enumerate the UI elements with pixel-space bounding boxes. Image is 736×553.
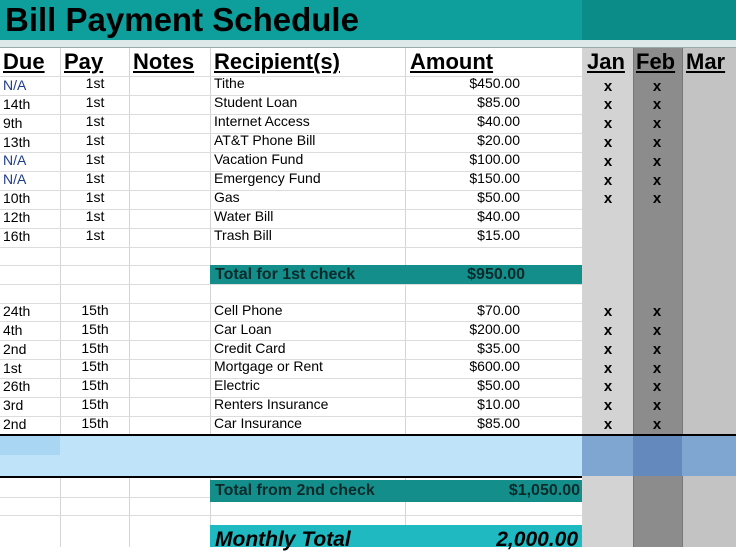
due-cell[interactable]: N/A <box>3 171 27 187</box>
due-cell[interactable]: N/A <box>3 152 27 168</box>
pay-cell[interactable]: 1st <box>85 113 105 129</box>
feb-mark[interactable]: x <box>652 134 662 151</box>
recipient-cell[interactable]: Cell Phone <box>214 302 283 318</box>
total-2-amount[interactable]: $1,050.00 <box>508 482 580 499</box>
pay-cell[interactable]: 15th <box>81 358 109 374</box>
recipient-cell[interactable]: Internet Access <box>214 113 310 129</box>
blank-highlight-band[interactable] <box>0 436 582 476</box>
header-feb[interactable]: Feb <box>636 49 676 74</box>
amount-cell[interactable]: $85.00 <box>477 415 520 431</box>
pay-cell[interactable]: 1st <box>85 132 105 148</box>
recipient-cell[interactable]: Vacation Fund <box>214 151 304 167</box>
jan-band-cell <box>582 436 633 476</box>
grid-line <box>0 284 582 285</box>
amount-cell[interactable]: $450.00 <box>469 75 520 91</box>
pay-cell[interactable]: 15th <box>81 415 109 431</box>
feb-mark[interactable]: x <box>652 397 662 414</box>
jan-mark[interactable]: x <box>603 303 613 320</box>
feb-mark[interactable]: x <box>652 360 662 377</box>
amount-cell[interactable]: $35.00 <box>477 340 520 356</box>
due-cell[interactable]: N/A <box>3 77 27 93</box>
recipient-cell[interactable]: Mortgage or Rent <box>214 358 323 374</box>
grid-line <box>0 247 582 248</box>
amount-cell[interactable]: $85.00 <box>477 94 520 110</box>
band-cell-shade <box>0 436 60 455</box>
page-title: Bill Payment Schedule <box>5 1 359 38</box>
due-cell[interactable]: 9th <box>3 115 23 131</box>
due-cell[interactable]: 2nd <box>3 341 27 357</box>
feb-mark[interactable]: x <box>652 303 662 320</box>
recipient-cell[interactable]: Tithe <box>214 75 245 91</box>
jan-mark[interactable]: x <box>603 172 613 189</box>
pay-cell[interactable]: 15th <box>81 321 109 337</box>
due-cell[interactable]: 12th <box>3 209 31 225</box>
jan-mark[interactable]: x <box>603 360 613 377</box>
jan-mark[interactable]: x <box>603 78 613 95</box>
due-cell[interactable]: 2nd <box>3 416 27 432</box>
amount-cell[interactable]: $50.00 <box>477 189 520 205</box>
due-cell[interactable]: 24th <box>3 303 31 319</box>
pay-cell[interactable]: 1st <box>85 227 105 243</box>
due-cell[interactable]: 16th <box>3 228 31 244</box>
pay-cell[interactable]: 1st <box>85 170 105 186</box>
feb-mark[interactable]: x <box>652 115 662 132</box>
pay-cell[interactable]: 15th <box>81 340 109 356</box>
due-cell[interactable]: 14th <box>3 96 31 112</box>
amount-cell[interactable]: $40.00 <box>477 113 520 129</box>
pay-cell[interactable]: 1st <box>85 75 105 91</box>
recipient-cell[interactable]: Emergency Fund <box>214 170 321 186</box>
recipient-cell[interactable]: Electric <box>214 377 260 393</box>
feb-mark[interactable]: x <box>652 378 662 395</box>
feb-band-cell <box>633 436 682 476</box>
due-cell[interactable]: 26th <box>3 378 31 394</box>
total-1-label: Total for 1st check <box>215 266 356 283</box>
recipient-cell[interactable]: Credit Card <box>214 340 286 356</box>
feb-mark[interactable]: x <box>652 190 662 207</box>
recipient-cell[interactable]: Car Insurance <box>214 415 302 431</box>
recipient-cell[interactable]: Car Loan <box>214 321 272 337</box>
header-jan[interactable]: Jan <box>587 49 625 74</box>
amount-cell[interactable]: $70.00 <box>477 302 520 318</box>
amount-cell[interactable]: $150.00 <box>469 170 520 186</box>
jan-mark[interactable]: x <box>603 153 613 170</box>
feb-mark[interactable]: x <box>652 172 662 189</box>
jan-mark[interactable]: x <box>603 115 613 132</box>
feb-mark[interactable]: x <box>652 341 662 358</box>
due-cell[interactable]: 13th <box>3 134 31 150</box>
amount-cell[interactable]: $15.00 <box>477 227 520 243</box>
jan-mark[interactable]: x <box>603 378 613 395</box>
jan-mark[interactable]: x <box>603 341 613 358</box>
pay-cell[interactable]: 15th <box>81 302 109 318</box>
pay-cell[interactable]: 1st <box>85 151 105 167</box>
amount-cell[interactable]: $600.00 <box>469 358 520 374</box>
recipient-cell[interactable]: Water Bill <box>214 208 274 224</box>
recipient-cell[interactable]: Renters Insurance <box>214 396 329 412</box>
pay-cell[interactable]: 1st <box>85 189 105 205</box>
grid-line <box>0 515 582 516</box>
pay-cell[interactable]: 1st <box>85 94 105 110</box>
amount-cell[interactable]: $40.00 <box>477 208 520 224</box>
due-cell[interactable]: 4th <box>3 322 23 338</box>
jan-mark[interactable]: x <box>603 96 613 113</box>
total-1-amount[interactable]: $950.00 <box>467 266 525 283</box>
header-due[interactable]: Due <box>3 49 45 74</box>
feb-mark[interactable]: x <box>652 322 662 339</box>
pay-cell[interactable]: 15th <box>81 396 109 412</box>
jan-mark[interactable]: x <box>603 134 613 151</box>
feb-mark[interactable]: x <box>652 96 662 113</box>
due-cell[interactable]: 3rd <box>3 397 24 413</box>
total-2-label: Total from 2nd check <box>215 482 375 499</box>
amount-cell[interactable]: $100.00 <box>469 151 520 167</box>
jan-mark[interactable]: x <box>603 416 613 433</box>
recipient-cell[interactable]: Gas <box>214 189 240 205</box>
feb-mark[interactable]: x <box>652 153 662 170</box>
title-divider <box>0 40 736 48</box>
band-border-bottom <box>0 476 582 478</box>
header-mar[interactable]: Mar <box>686 49 726 74</box>
monthly-total-label: Monthly Total <box>215 528 351 551</box>
jan-mark[interactable]: x <box>603 190 613 207</box>
jan-mark[interactable]: x <box>603 397 613 414</box>
feb-mark[interactable]: x <box>652 78 662 95</box>
recipient-cell[interactable]: Student Loan <box>214 94 298 110</box>
amount-cell[interactable]: $10.00 <box>477 396 520 412</box>
header-notes[interactable]: Notes <box>133 49 195 74</box>
amount-cell[interactable]: $50.00 <box>477 377 520 393</box>
header-recipient[interactable]: Recipient(s) <box>214 49 340 74</box>
amount-cell[interactable]: $200.00 <box>469 321 520 337</box>
monthly-total-amount[interactable]: 2,000.00 <box>496 528 578 551</box>
feb-mark[interactable]: x <box>652 416 662 433</box>
due-cell[interactable]: 1st <box>3 360 22 376</box>
due-cell[interactable]: 10th <box>3 190 31 206</box>
header-amount[interactable]: Amount <box>410 49 494 74</box>
recipient-cell[interactable]: AT&T Phone Bill <box>214 132 316 148</box>
pay-cell[interactable]: 1st <box>85 208 105 224</box>
jan-mark[interactable]: x <box>603 322 613 339</box>
title-bar-month-area <box>582 0 736 40</box>
mar-band-cell <box>682 436 736 476</box>
pay-cell[interactable]: 15th <box>81 377 109 393</box>
recipient-cell[interactable]: Trash Bill <box>214 227 272 243</box>
amount-cell[interactable]: $20.00 <box>477 132 520 148</box>
header-pay[interactable]: Pay <box>64 49 104 74</box>
